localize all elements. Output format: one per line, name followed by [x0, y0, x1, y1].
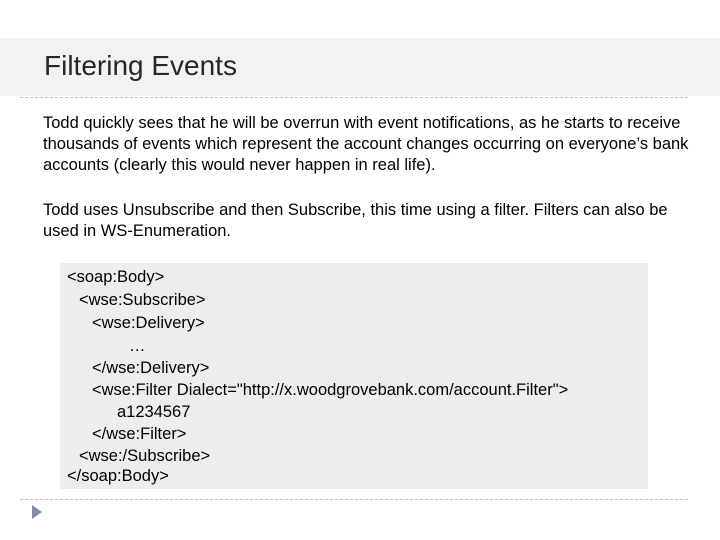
- paragraph-filter: Todd uses Unsubscribe and then Subscribe, this time using a filter. Filters can also be used in WS-Enumeration.: [43, 201, 668, 240]
- code-line: </soap:Body>: [67, 467, 169, 485]
- code-line: <soap:Body>: [67, 268, 165, 286]
- slide-title: Filtering Events: [44, 50, 237, 81]
- top-divider: [20, 97, 688, 98]
- code-line: <wse:Subscribe>: [79, 291, 206, 309]
- code-block: [60, 263, 648, 489]
- code-line: </wse:Filter>: [92, 425, 187, 443]
- code-line: <wse:Filter Dialect="http://x.woodgrovebank.com/account.Filter">: [92, 381, 569, 399]
- code-line: …: [129, 337, 146, 355]
- bottom-divider: [20, 499, 688, 500]
- triangle-bullet-icon: [32, 505, 42, 519]
- code-line: <wse:/Subscribe>: [79, 447, 211, 465]
- code-line: </wse:Delivery>: [92, 359, 210, 377]
- paragraph-overrun: Todd quickly sees that he will be overrun with event notifications, as he starts to receive thousands of events which represent the account changes occurring on everyone’s bank accounts (clearly this would never happen in real life).: [43, 114, 689, 174]
- code-line: a1234567: [117, 403, 191, 421]
- code-line: <wse:Delivery>: [92, 314, 205, 332]
